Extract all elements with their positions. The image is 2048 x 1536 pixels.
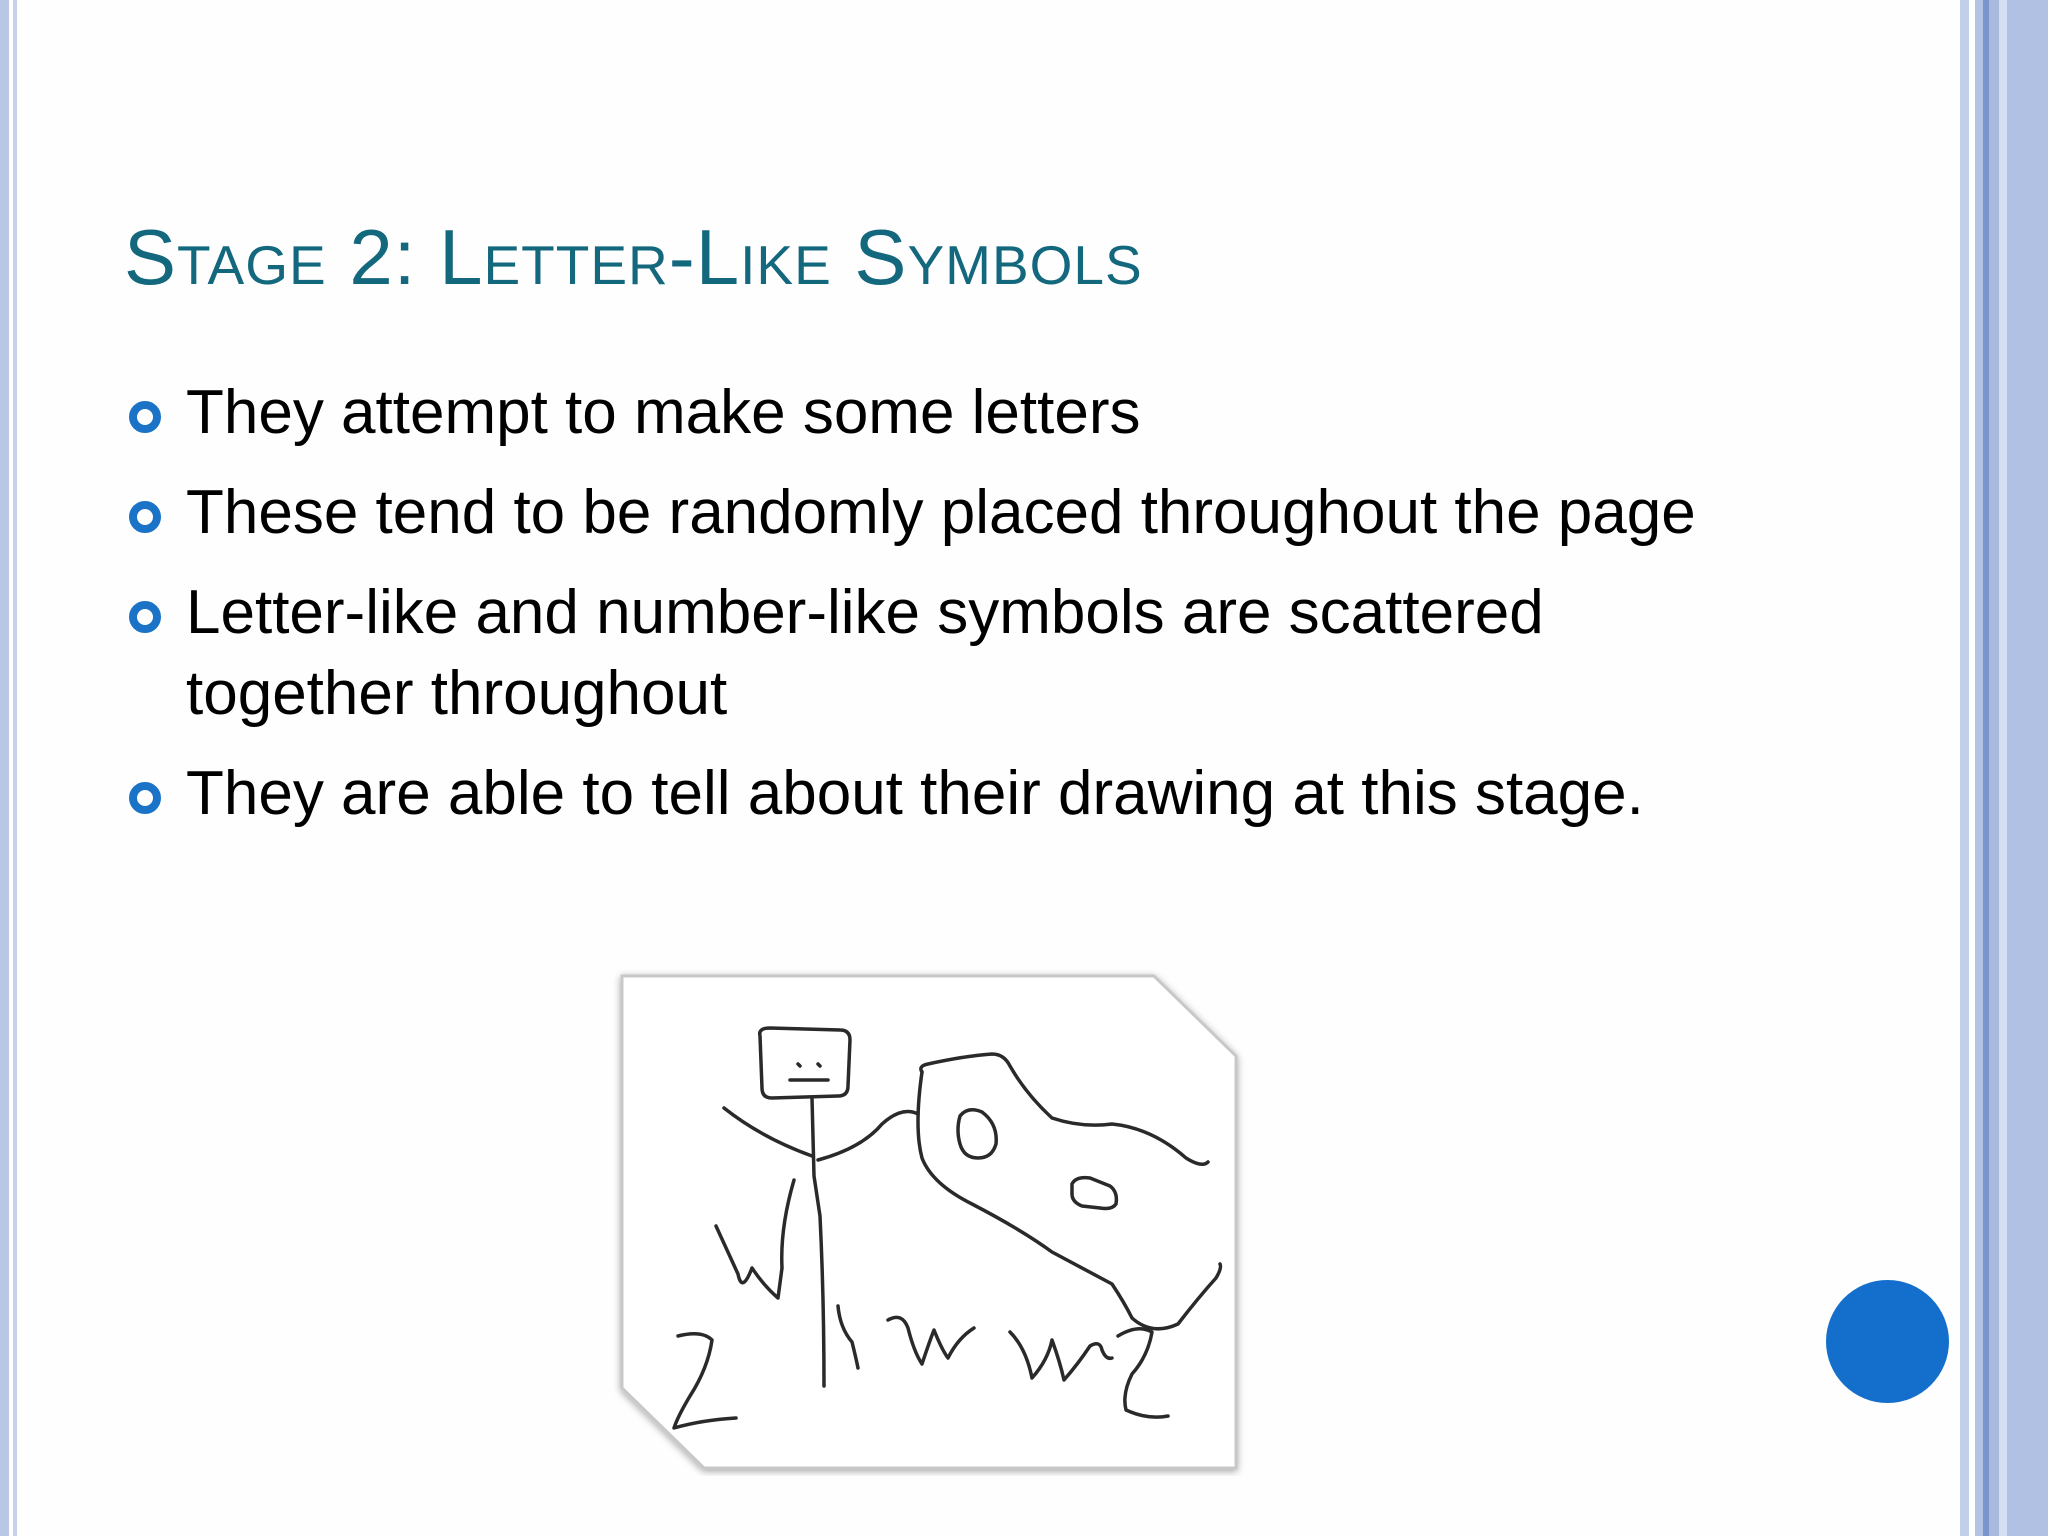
right-border-stripe [1960,0,1969,1536]
face-eye [798,1064,800,1066]
bullet-item [124,572,1764,734]
bullet-circle-icon [129,501,161,533]
bullet-list [124,372,1764,853]
left-border-stripe [13,0,17,1536]
bullet-item [124,753,1764,834]
bullet-text: They are able to tell about their drawing at this stage. [186,759,1644,828]
child-drawing-image [612,968,1246,1476]
slide-title: Stage 2: Letter-Like Symbols [124,213,1143,301]
bullet-text: They attempt to make some letters [186,378,1141,447]
right-border-stripe [1999,0,2007,1536]
bullet-circle-icon [129,601,161,633]
bullet-item [124,472,1764,553]
left-border-stripe [0,0,9,1536]
right-border-stripe [1975,0,1983,1536]
right-border-stripe [1989,0,1999,1536]
bullet-circle-icon [129,401,161,433]
right-border-stripe [2007,0,2048,1536]
bullet-text: Letter-like and number-like symbols are scattered together throughout [186,578,1544,728]
navigation-circle-icon[interactable] [1826,1280,1949,1403]
bullet-circle-icon [129,782,161,814]
face-eye [818,1064,820,1066]
bullet-item [124,372,1764,453]
drawing-paper [622,976,1236,1468]
bullet-text: These tend to be randomly placed throughout the page [186,478,1696,547]
